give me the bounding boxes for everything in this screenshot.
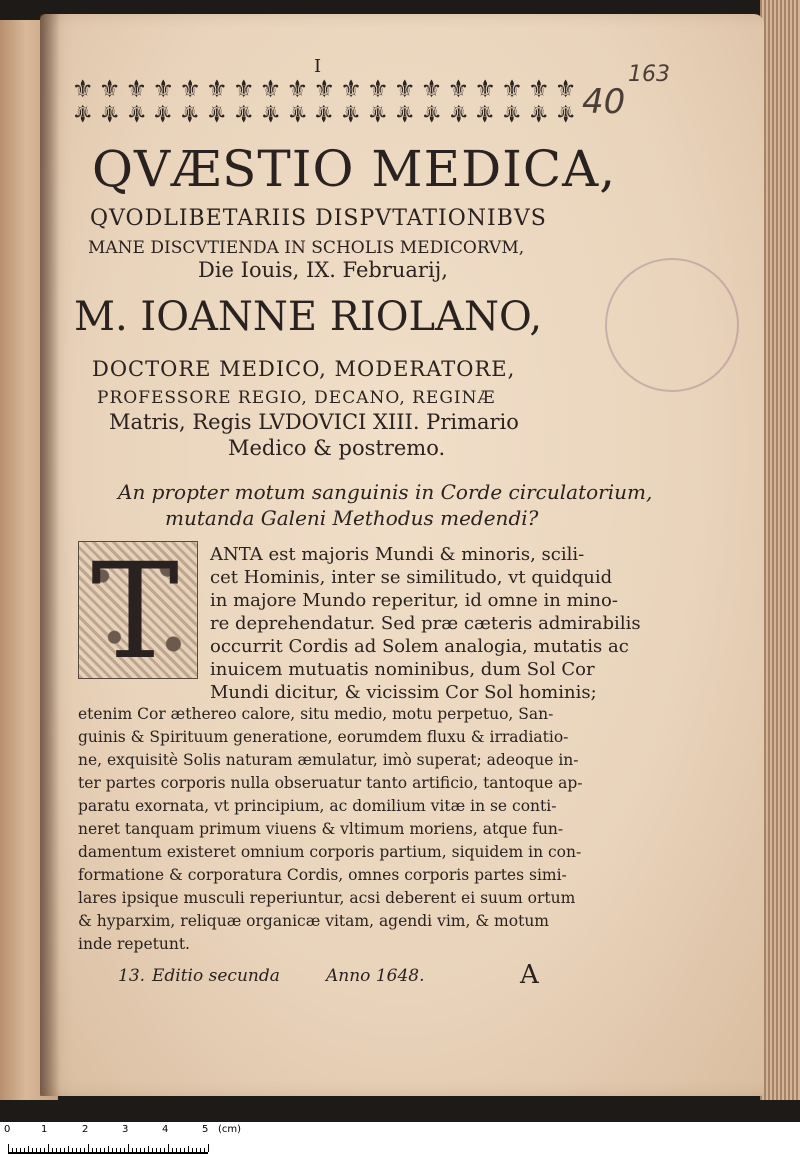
role-line-2: PROFESSORE REGIO, DECANO, REGINÆ: [97, 388, 496, 408]
ruler-tick: [96, 1148, 97, 1152]
fleuron-icon: [340, 81, 362, 127]
ruler-tick: [160, 1148, 161, 1152]
initial-letter: T: [91, 535, 180, 689]
ruler-tick: [60, 1148, 61, 1152]
ruler-tick: [208, 1144, 209, 1152]
ruler-tick: [140, 1148, 141, 1152]
body-line: ter partes corporis nulla obseruatur tanto artificio, tantoque ap-: [78, 774, 583, 792]
ruler-tick: [104, 1148, 105, 1152]
question-line-2: mutanda Galeni Methodus medendi?: [165, 506, 539, 530]
ruler-tick: [192, 1148, 193, 1152]
footer-year: Anno 1648.: [326, 966, 425, 986]
ruler-tick: [132, 1148, 133, 1152]
ruler-tick: [36, 1148, 37, 1152]
fleuron-icon: [233, 81, 255, 127]
fleuron-icon: [287, 81, 309, 127]
fleuron-icon: [448, 81, 470, 127]
ruler-tick: [152, 1148, 153, 1152]
role-line-1: DOCTORE MEDICO, MODERATORE,: [92, 357, 516, 381]
ruler-tick: [32, 1148, 33, 1152]
scale-bar: [0, 1122, 800, 1157]
fleuron-icon: [99, 81, 121, 127]
ruler-tick: [156, 1148, 157, 1152]
ruler-tick: [108, 1146, 109, 1152]
ruler-tick: [64, 1148, 65, 1152]
ruler-tick: [44, 1148, 45, 1152]
scale-number: 1: [41, 1124, 48, 1135]
ruler-tick: [84, 1148, 85, 1152]
body-line: inuicem mutuatis nominibus, dum Sol Cor: [210, 659, 595, 680]
ruler-tick: [88, 1144, 89, 1152]
fleuron-icon: [394, 81, 416, 127]
ruler-tick: [200, 1148, 201, 1152]
subtitle-line-2: MANE DISCVTIENDA IN SCHOLIS MEDICORVM,: [88, 238, 525, 258]
footer-edition: Editio secunda: [152, 966, 280, 986]
body-line: occurrit Cordis ad Solem analogia, mutatis ac: [210, 636, 629, 657]
fleuron-icon: [126, 81, 148, 127]
ruler-tick: [148, 1146, 149, 1152]
fleuron-icon: [313, 81, 335, 127]
body-line: guinis & Spirituum generatione, eorumdem fluxu & irradiatio-: [78, 728, 569, 746]
fleuron-icon: [555, 81, 577, 127]
body-line: damentum existeret omnium corporis partium, siquidem in con-: [78, 843, 582, 861]
page-gutter-shadow: [40, 14, 60, 1096]
folio-number: 163: [628, 62, 670, 87]
body-line: inde repetunt.: [78, 935, 190, 953]
role-line-3: Matris, Regis LVDOVICI XIII. Primario: [109, 410, 519, 434]
ruler-tick: [136, 1148, 137, 1152]
ruler-tick: [24, 1148, 25, 1152]
subtitle-line-1: QVODLIBETARIIS DISPVTATIONIBVS: [90, 206, 547, 231]
fleuron-icon: [421, 81, 443, 127]
ruler-tick: [172, 1148, 173, 1152]
body-line: & hyparxim, reliquæ organicæ vitam, agendi vim, & motum: [78, 912, 549, 930]
ruler-tick: [100, 1148, 101, 1152]
decorated-initial: [78, 535, 198, 689]
body-line: cet Hominis, inter se similitudo, vt quidquid: [210, 567, 613, 588]
body-line: formatione & corporatura Cordis, omnes corporis partes simi-: [78, 866, 567, 884]
ruler-tick: [72, 1148, 73, 1152]
body-line: lares ipsique musculi reperiuntur, acsi deberent ei suum ortum: [78, 889, 576, 907]
body-line: ne, exquisitè Solis naturam æmulatur, imò superat; adeoque in-: [78, 751, 579, 769]
ruler-tick: [56, 1148, 57, 1152]
signature-number: I: [314, 56, 322, 77]
body-line: neret tanquam primum viuens & vltimum moriens, atque fun-: [78, 820, 564, 838]
ruler-tick: [116, 1148, 117, 1152]
ruler-tick: [76, 1148, 77, 1152]
scale-unit: (cm): [218, 1124, 242, 1135]
question-line-1: An propter motum sanguinis in Corde circulatorium,: [118, 480, 653, 504]
ruler-tick: [12, 1148, 13, 1152]
ruler-tick: [120, 1148, 121, 1152]
ruler-tick: [28, 1146, 29, 1152]
fleuron-icon: [260, 81, 282, 127]
role-line-4: Medico & postremo.: [228, 436, 446, 460]
ruler-tick: [168, 1144, 169, 1152]
scale-number: 0: [4, 1124, 11, 1135]
body-line: Mundi dicitur, & vicissim Cor Sol hominis;: [210, 682, 597, 703]
ruler-tick: [196, 1148, 197, 1152]
date-line: Die Iouis, IX. Februarij,: [198, 258, 448, 282]
fleuron-icon: [206, 81, 228, 127]
ornament-band: [72, 80, 577, 128]
handwritten-mark: 40: [582, 82, 626, 122]
ruler-tick: [180, 1148, 181, 1152]
fleuron-icon: [152, 81, 174, 127]
scale-number: 3: [122, 1124, 129, 1135]
title: QVÆSTIO MEDICA,: [92, 140, 617, 198]
ruler-tick: [188, 1146, 189, 1152]
scale-number: 2: [82, 1124, 89, 1135]
ruler-tick: [144, 1148, 145, 1152]
ruler-tick: [16, 1148, 17, 1152]
body-line: ANTA est majoris Mundi & minoris, scili-: [210, 544, 585, 565]
ruler-tick: [112, 1148, 113, 1152]
ruler-tick: [68, 1146, 69, 1152]
body-line: etenim Cor æthereo calore, situ medio, motu perpetuo, San-: [78, 705, 554, 723]
footer-number: 13.: [118, 966, 146, 986]
ruler-tick: [48, 1144, 49, 1152]
presider-name: M. IOANNE RIOLANO,: [74, 294, 543, 340]
ruler-tick: [8, 1144, 9, 1152]
ruler-tick: [204, 1148, 205, 1152]
ruler-tick: [184, 1148, 185, 1152]
fleuron-icon: [501, 81, 523, 127]
body-line: paratu exornata, vt principium, ac domilium vitæ in se conti-: [78, 797, 557, 815]
fleuron-icon: [179, 81, 201, 127]
body-line: re deprehendatur. Sed præ cæteris admirabilis: [210, 613, 641, 634]
ruler-tick: [20, 1148, 21, 1152]
fleuron-icon: [367, 81, 389, 127]
scale-number: 4: [162, 1124, 169, 1135]
ruler-tick: [176, 1148, 177, 1152]
ruler-tick: [92, 1148, 93, 1152]
signature-mark: A: [520, 960, 539, 990]
ruler-tick: [80, 1148, 81, 1152]
ruler: [8, 1144, 208, 1154]
scale-number: 5: [202, 1124, 209, 1135]
ruler-tick: [164, 1148, 165, 1152]
fleuron-icon: [72, 81, 94, 127]
ruler-tick: [128, 1144, 129, 1152]
book-page-edges: [760, 0, 800, 1100]
ruler-tick: [40, 1148, 41, 1152]
fleuron-icon: [474, 81, 496, 127]
ruler-tick: [124, 1148, 125, 1152]
ruler-tick: [52, 1148, 53, 1152]
fleuron-icon: [528, 81, 550, 127]
body-line: in majore Mundo reperitur, id omne in mino-: [210, 590, 618, 611]
